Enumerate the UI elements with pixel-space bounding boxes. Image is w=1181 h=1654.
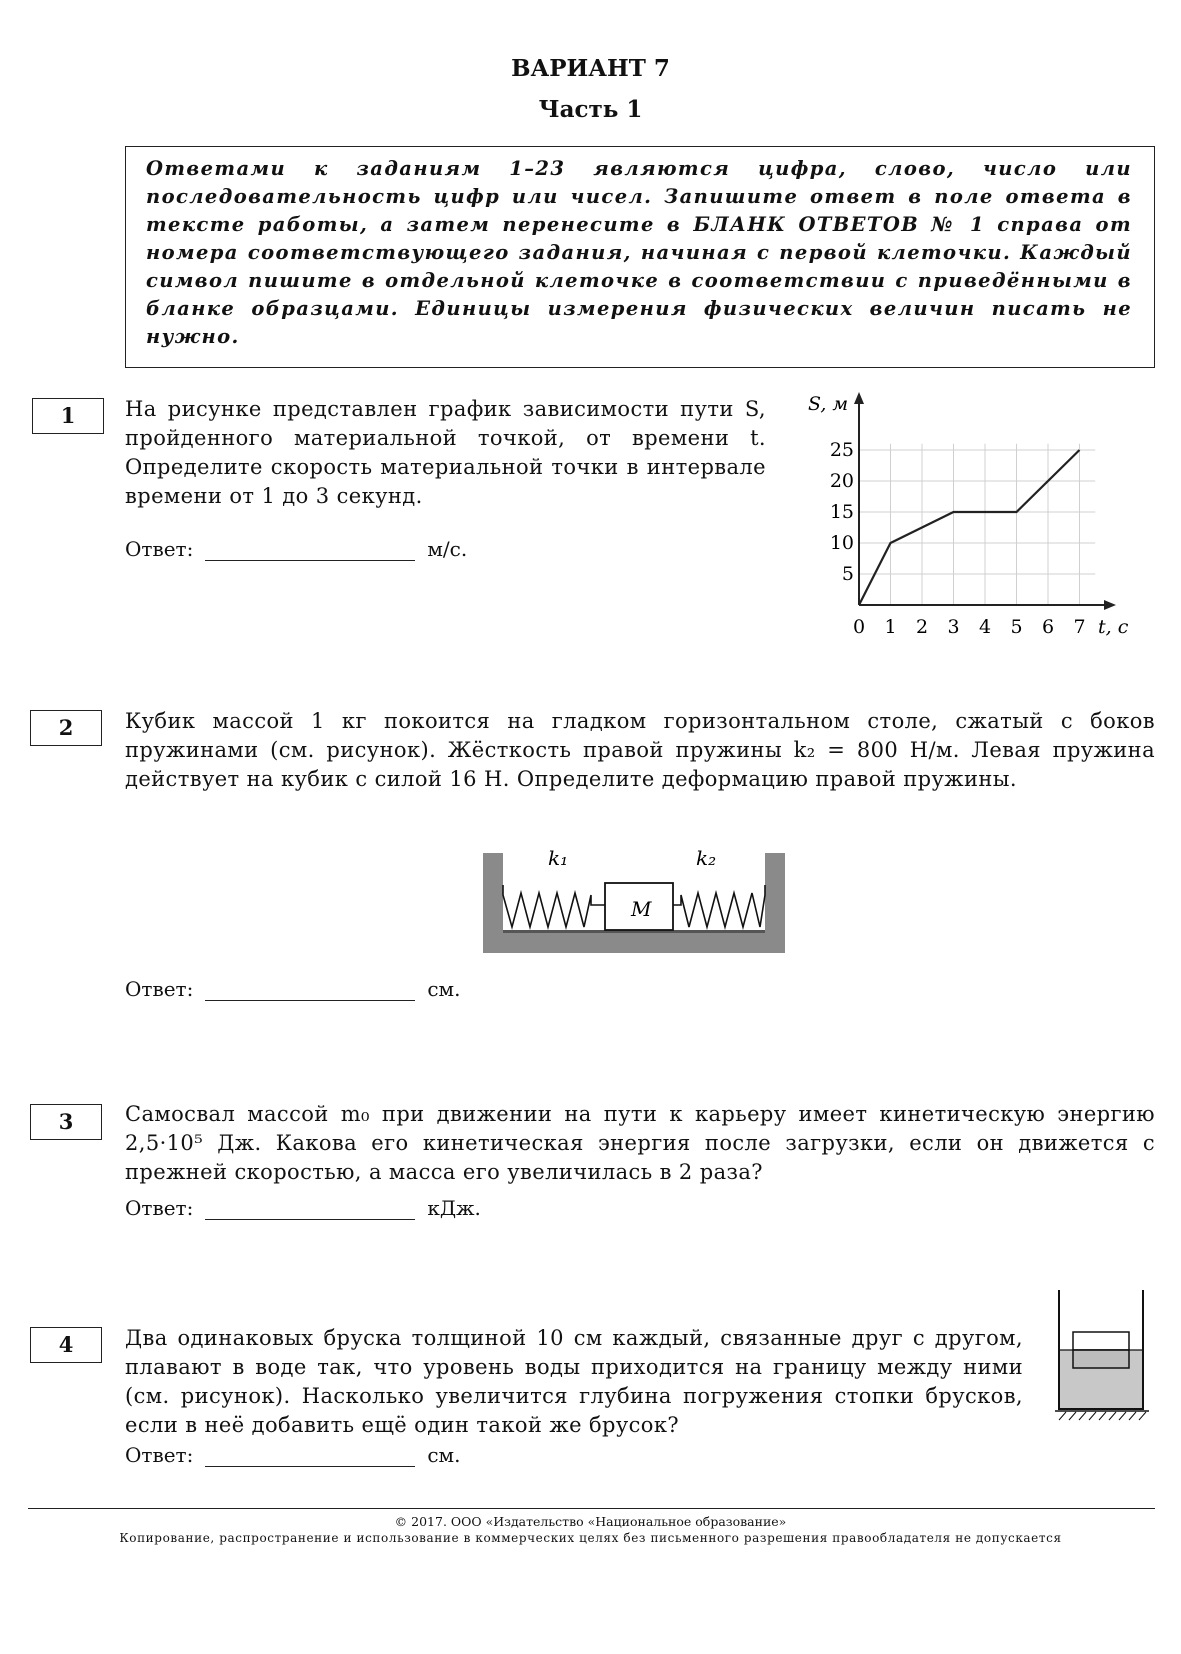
answer-label: Ответ: (125, 1196, 194, 1220)
x-tick-label: 1 (884, 616, 897, 638)
x-axis-label: t, с (1098, 616, 1129, 638)
task-number-1: 1 (32, 398, 104, 434)
x-tick-label: 2 (916, 616, 929, 638)
y-tick-label: 20 (829, 470, 854, 492)
x-tick-label: 7 (1073, 616, 1086, 638)
x-tick-label: 0 (853, 616, 866, 638)
task-number-4: 4 (30, 1327, 102, 1363)
k1-label: k₁ (548, 846, 569, 870)
answer-label: Ответ: (125, 1443, 194, 1467)
task-4-answer (125, 1443, 460, 1467)
answer-field[interactable] (205, 978, 415, 1001)
y-tick-label: 5 (841, 563, 854, 585)
floating-bricks-figure (1055, 1290, 1155, 1425)
y-axis-arrow (854, 392, 864, 404)
distance-time-chart (790, 390, 1150, 640)
x-axis-arrow (1104, 600, 1116, 610)
table (483, 930, 785, 953)
answer-unit: см. (427, 1443, 461, 1467)
y-tick-label: 10 (829, 532, 854, 554)
task-2-answer (125, 977, 460, 1001)
x-tick-label: 6 (1042, 616, 1055, 638)
springs-figure (483, 835, 793, 955)
task-number-3: 3 (30, 1104, 102, 1140)
footer-notice: Копирование, распространение и использование в коммерческих целях без письменного разрешения правообладателя не допускается (119, 1531, 1062, 1545)
mass-label: M (631, 897, 652, 921)
task-number-2: 2 (30, 710, 102, 746)
task-1-text: На рисунке представлен график зависимости пути S, пройденного материальной точкой, от времени t. Определите скорость материальной точки в интервале времени от 1 до 3 секунд. (125, 397, 766, 508)
spring-left (503, 885, 605, 927)
answer-unit: см. (427, 977, 461, 1001)
y-axis-label: S, м (808, 393, 849, 415)
variant-title: ВАРИАНТ 7 (511, 55, 670, 82)
answer-field[interactable] (205, 1197, 415, 1220)
data-line (859, 450, 1080, 605)
answer-label: Ответ: (125, 537, 194, 561)
task-4-text: Два одинаковых бруска толщиной 10 см каждый, связанные друг с другом, плавают в воде так, что уровень воды приходится на границу между ними (см. рисунок). Насколько увеличится глубина погружения стопки брусков, если в неё добавить ещё один такой же брусок? (125, 1326, 1023, 1437)
answer-field[interactable] (205, 1444, 415, 1467)
footer-copyright: © 2017. ООО «Издательство «Национальное образование» (394, 1514, 787, 1529)
task-2-text: Кубик массой 1 кг покоится на гладком горизонтальном столе, сжатый с боков пружинами (см. рисунок). Жёсткость правой пружины k₂ = 800 Н/м. Левая пружина действует на кубик с силой 16 Н. Определите деформацию правой пружины. (125, 709, 1155, 791)
brick-top (1073, 1332, 1129, 1350)
task-3-answer (125, 1196, 481, 1220)
part-title: Часть 1 (538, 96, 643, 123)
x-tick-label: 4 (979, 616, 992, 638)
y-tick-label: 15 (829, 501, 854, 523)
x-tick-label: 3 (947, 616, 960, 638)
floor-hatching (1059, 1412, 1146, 1420)
task-3-text: Самосвал массой m₀ при движении на пути к карьеру имеет кинетическую энергию 2,5·10⁵ Дж. Какова его кинетическая энергия после загрузки, если он движется с прежней скоростью, а масса его увеличилась в 2 раза? (125, 1102, 1155, 1184)
brick-bottom (1073, 1350, 1129, 1368)
x-tick-label: 5 (1010, 616, 1023, 638)
k2-label: k₂ (696, 846, 717, 870)
answer-field[interactable] (205, 538, 415, 561)
instructions-box: Ответами к заданиям 1–23 являются цифра, слово, число или последовательность цифр или чисел. Запишите ответ в поле ответа в тексте работы, а затем перенесите в БЛАНК ОТВЕТОВ № 1 справа от номера соответствующего задания, начиная с первой клеточки. Каждый символ пишите в отдельной клеточке в соответствии с приведёнными в бланке образцами. Единицы измерения физических величин писать не нужно. (125, 146, 1155, 368)
answer-unit: кДж. (427, 1196, 481, 1220)
y-tick-label: 25 (829, 439, 854, 461)
answer-unit: м/с. (427, 537, 468, 561)
footer-rule (28, 1508, 1155, 1509)
task-1-answer (125, 537, 467, 561)
answer-label: Ответ: (125, 977, 194, 1001)
spring-right (673, 885, 765, 927)
